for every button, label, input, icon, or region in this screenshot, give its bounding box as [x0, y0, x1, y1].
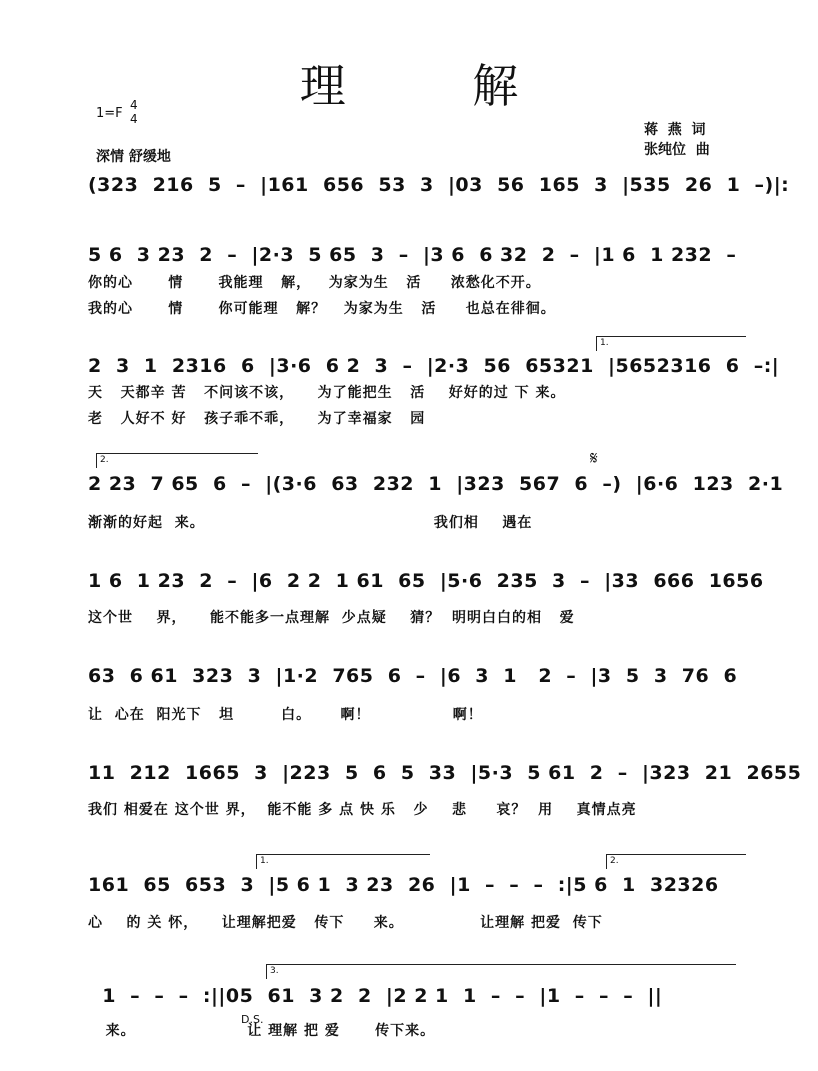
volta-first-ending: 1.	[596, 336, 746, 351]
lyrics-line-3b: 老 人好不 好 孩子乖不乖， 为了幸福家 园	[88, 411, 426, 427]
segno-symbol: 𝄋	[590, 448, 598, 469]
lyrics-line-6: 让 心在 阳光下 坦 白。 啊！ 啊！	[88, 707, 483, 723]
song-title: 理 解	[299, 59, 575, 113]
notes-line-3: 2 3 1 2316 6 |3·6 6 2 3 – |2·3 56 65321 |5652316 6 –:|	[88, 355, 780, 377]
lyrics-line-2b: 我的心 情 你可能理 解？ 为家为生 活 也总在徘徊。	[88, 301, 556, 317]
notes-line-8: 161 65 653 3 |5 6 1 3 23 26 |1 – – – :|5 6 1 32326	[88, 874, 719, 896]
composer-credit: 张纯位 曲	[644, 142, 710, 158]
lyricist-credit: 蒋 燕 词	[644, 122, 706, 138]
time-signature-top: 4	[130, 98, 138, 112]
notes-line-5: 1 6 1 23 2 – |6 2 2 1 61 65 |5·6 235 3 – |33 666 1656	[88, 570, 764, 592]
notes-line-9: 1 – – – :||05 61 3 2 2 |2 2 1 1 – – |1 – – – ||	[88, 985, 663, 1007]
key-signature: 1=F	[96, 106, 123, 121]
lyrics-line-5: 这个世 界， 能不能多一点理解 少点疑 猜？ 明明白白的相 爱	[88, 610, 575, 626]
notes-line-6: 63 6 61 323 3 |1·2 765 6 – |6 3 1 2 – |3 5 3 76 6	[88, 665, 738, 687]
credits	[644, 120, 710, 160]
lyrics-line-7: 我们 相爱在 这个世 界， 能不能 多 点 快 乐 少 悲 哀？ 用 真情点亮	[88, 802, 637, 818]
notes-line-1: (323 216 5 – |161 656 53 3 |03 56 165 3 |535 26 1 –)|:	[88, 174, 790, 196]
tempo-marking: 深情 舒缓地	[96, 149, 171, 165]
lyrics-line-3a: 天 天都辛 苦 不问该不该， 为了能把生 活 好好的过 下 来。	[88, 385, 566, 401]
time-signature-bottom: 4	[130, 112, 138, 126]
volta-second-ending: 2.	[96, 453, 258, 468]
notes-line-7: 11 212 1665 3 |223 5 6 5 33 |5·3 5 61 2 – |323 21 2655	[88, 762, 802, 784]
volta-second-ending-2: 2.	[606, 854, 746, 869]
notes-line-2: 5 6 3 23 2 – |2·3 5 65 3 – |3 6 6 32 2 – |1 6 1 232 –	[88, 244, 737, 266]
lyrics-line-8: 心 的 关 怀， 让理解把爱 传下 来。 让理解 把爱 传下	[88, 915, 603, 931]
lyrics-line-9: 来。 让 理解 把 爱 传下来。	[88, 1023, 436, 1039]
volta-first-ending-2: 1.	[256, 854, 430, 869]
lyrics-line-2a: 你的心 情 我能理 解， 为家为生 活 浓愁化不开。	[88, 275, 541, 291]
ds-marking: D.S.	[241, 1013, 264, 1026]
lyrics-line-4: 渐渐的好起 来。 我们相 遇在	[88, 515, 533, 531]
time-signature	[130, 98, 138, 126]
volta-third-ending: 3.	[266, 964, 736, 979]
notes-line-4: 2 23 7 65 6 – |(3·6 63 232 1 |323 567 6 –) |6·6 123 2·1	[88, 473, 784, 495]
